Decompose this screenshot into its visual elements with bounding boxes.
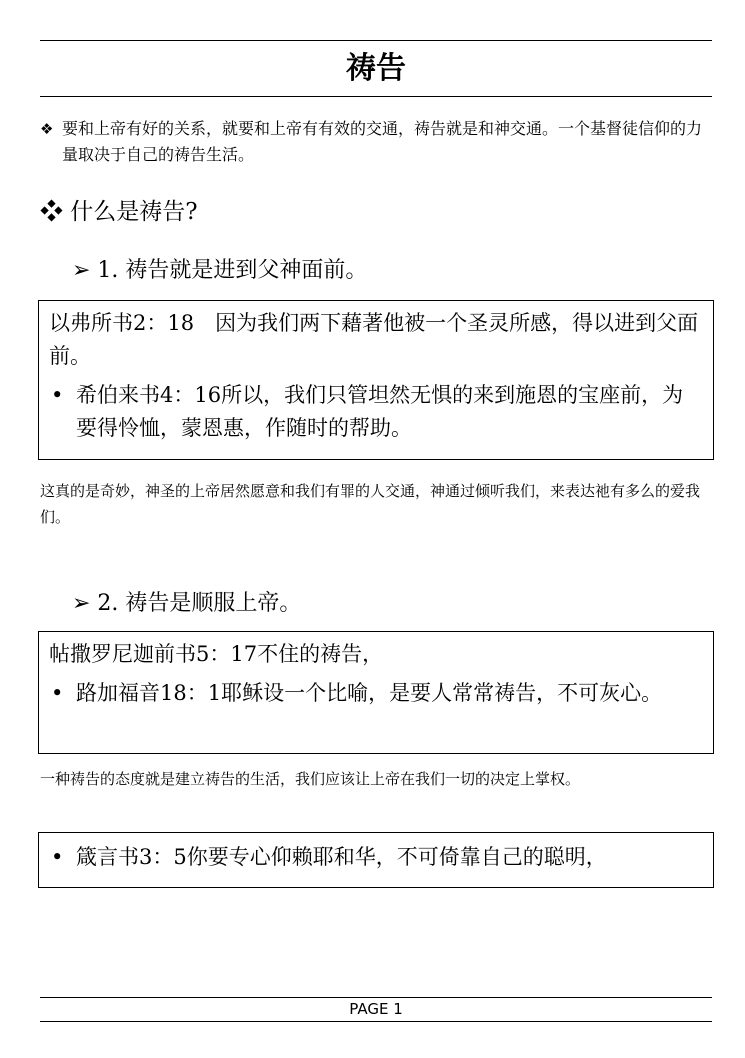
verse-box-2: [38, 631, 714, 754]
verse-hebrews: 希伯来书4：16所以，我们只管坦然无惧的来到施恩的宝座前，为要得怜恤，蒙恩惠，作随时的帮助。: [76, 383, 684, 440]
intro-paragraph: [40, 116, 712, 168]
verse-box-1: [38, 300, 714, 460]
section-heading: ❖ 什么是祷告?: [40, 199, 198, 225]
bullet-dot-icon: •: [51, 845, 64, 869]
verse-luke: 路加福音18：1耶稣设一个比喻，是要人常常祷告，不可灰心。: [76, 681, 663, 705]
point1-heading: ➢ 1. 祷告就是进到父神面前。: [72, 258, 368, 283]
diamond-bullet-icon: ❖: [40, 120, 54, 138]
bullet-dot-icon: •: [51, 383, 64, 407]
top-rule: [40, 40, 712, 41]
title-rule: [40, 96, 712, 97]
page-title: 祷告: [346, 51, 406, 86]
point2-note: 一种祷告的态度就是建立祷告的生活，我们应该让上帝在我们一切的决定上掌权。: [40, 770, 581, 788]
footer-top-rule: [40, 997, 712, 998]
bullet-dot-icon: •: [51, 681, 64, 705]
verse-hebrews-item: [49, 379, 703, 445]
point2-heading: ➢ 2. 祷告是顺服上帝。: [72, 591, 302, 616]
verse-box-3: [38, 832, 714, 888]
verse-ephesians: 以弗所书2：18 因为我们两下藉著他被一个圣灵所感，得以进到父面前。: [49, 311, 699, 368]
point1-note: 这真的是奇妙，神圣的上帝居然愿意和我们有罪的人交通，神通过倾听我们，来表达祂有多么的爱我们。: [40, 482, 701, 526]
intro-text: 要和上帝有好的关系，就要和上帝有有效的交通，祷告就是和神交通。一个基督徒信仰的力量取决于自己的祷告生活。: [62, 119, 703, 164]
footer-bottom-rule: [40, 1021, 712, 1022]
page-number: PAGE 1: [349, 1000, 403, 1018]
verse-thessalonians: 帖撒罗尼迦前书5：17不住的祷告，: [49, 642, 384, 666]
verse-luke-item: [49, 677, 703, 710]
verse-proverbs: 箴言书3：5你要专心仰赖耶和华，不可倚靠自己的聪明，: [76, 845, 607, 869]
verse-proverbs-item: [49, 841, 703, 874]
